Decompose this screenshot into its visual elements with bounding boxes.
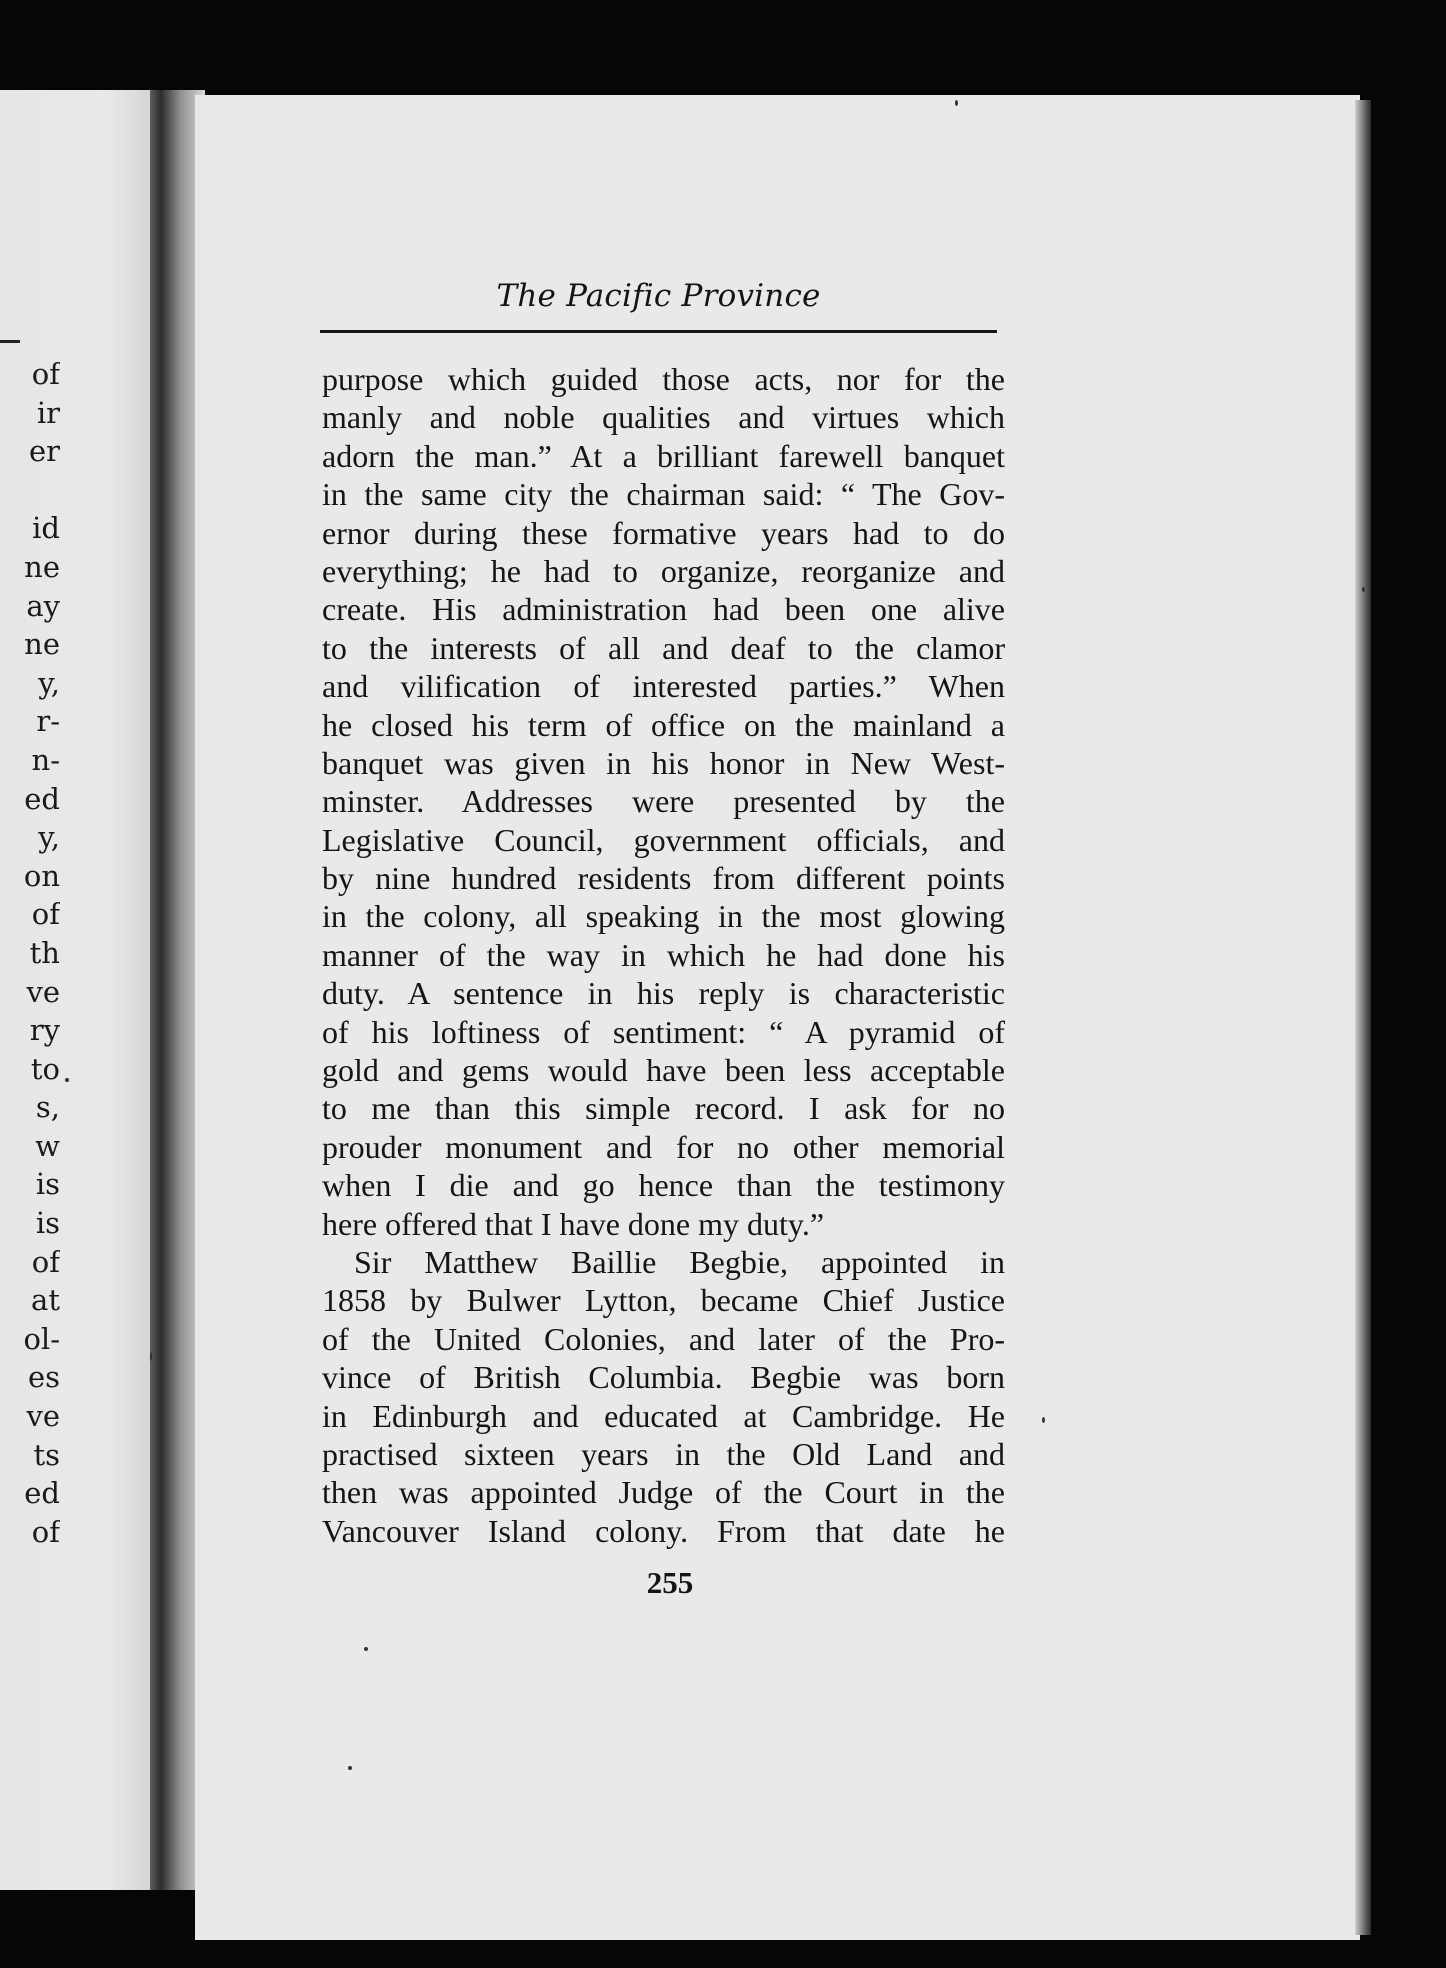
text-line: purpose which guided those acts, nor for the [322, 361, 1005, 397]
fragment: s, [35, 1090, 60, 1125]
scan-speck [955, 100, 958, 106]
text-line: create. His administration had been one alive [322, 591, 1005, 628]
text-line: of the United Colonies, and later of the Pro- [322, 1320, 1005, 1357]
text-line: by nine hundred residents from different points [322, 860, 1005, 897]
fragment: of [31, 1514, 60, 1549]
text-line: in Edinburgh and educated at Cambridge. He [322, 1397, 1005, 1434]
fragment: of [31, 1244, 60, 1279]
fragment: ry [29, 1013, 60, 1048]
fragment: ve [26, 974, 60, 1009]
fragment: er [28, 434, 60, 469]
scan-speck [1042, 1417, 1045, 1423]
fragment: ay [26, 588, 60, 623]
text-line: and vilification of interested parties.” When [322, 668, 1005, 705]
fragment: ol- [23, 1321, 60, 1356]
text-line: in the colony, all speaking in the most glowing [322, 898, 1005, 935]
running-head: The Pacific Province [496, 278, 821, 314]
scan-speck [65, 1078, 69, 1082]
text-line: he closed his term of office on the mainland a [322, 706, 1005, 743]
text-line: prouder monument and for no other memorial [322, 1128, 1005, 1165]
fragment: ed [24, 1476, 60, 1511]
text-line: then was appointed Judge of the Court in the [322, 1474, 1005, 1511]
text-line: ernor during these formative years had to do [322, 514, 1005, 551]
fragment: is [35, 1167, 60, 1202]
running-head-rule [320, 330, 997, 333]
fragment: to [30, 1051, 60, 1086]
fragment: es [27, 1360, 60, 1395]
text-line: gold and gems would have been less acceptable [322, 1052, 1005, 1089]
page-number: 255 [646, 1565, 694, 1600]
scan-speck [348, 1766, 352, 1770]
text-line: manner of the way in which he had done his [322, 936, 1005, 973]
fragment: id [32, 511, 60, 546]
text-line: manly and noble qualities and virtues which [322, 399, 1005, 436]
fragment: n- [31, 742, 60, 777]
text-line: everything; he had to organize, reorganize and [322, 552, 1005, 589]
text-line: practised sixteen years in the Old Land and [322, 1435, 1005, 1472]
text-line: Legislative Council, government officials, and [322, 821, 1005, 858]
text-line: vince of British Columbia. Begbie was born [322, 1359, 1005, 1396]
text-line: here offered that I have done my duty.” [322, 1205, 825, 1242]
fragment [0, 471, 60, 510]
fragment: is [35, 1206, 60, 1241]
text-line: to me than this simple record. I ask for no [322, 1090, 1005, 1127]
fragment: ts [33, 1437, 60, 1472]
text-line: 1858 by Bulwer Lytton, became Chief Justice [322, 1282, 1005, 1319]
fragment: w [35, 1128, 60, 1163]
fragment: ve [26, 1399, 60, 1434]
fragment: y, [38, 665, 60, 700]
text-line: duty. A sentence in his reply is characteristic [322, 975, 1005, 1012]
previous-page-rule [0, 340, 20, 343]
fragment: ne [24, 627, 60, 662]
fragment: of [31, 357, 60, 391]
text-line: banquet was given in his honor in New West- [322, 744, 1005, 781]
fragment: y, [38, 820, 60, 855]
fragment: ir [36, 395, 60, 430]
fragment: r- [36, 704, 60, 739]
fragment: ed [24, 781, 60, 816]
page-right-edge [1355, 100, 1371, 1935]
text-line: Vancouver Island colony. From that date he [322, 1512, 1005, 1549]
previous-page-text-fragments [0, 355, 60, 1551]
fragment: ne [24, 549, 60, 584]
text-line: in the same city the chairman said: “ The Gov- [322, 476, 1005, 513]
text-line: minster. Addresses were presented by the [322, 783, 1005, 820]
text-line: when I die and go hence than the testimony [322, 1167, 1005, 1204]
text-line: to the interests of all and deaf to the clamor [322, 629, 1005, 666]
fragment: on [23, 858, 60, 893]
fragment: th [29, 935, 60, 970]
text-line: of his loftiness of sentiment: “ A pyramid of [322, 1013, 1005, 1050]
scan-speck [364, 1647, 368, 1651]
text-line: Sir Matthew Baillie Begbie, appointed in [354, 1243, 1005, 1280]
scan-speck [1362, 587, 1365, 592]
page-body [322, 360, 1005, 1550]
fragment: of [31, 897, 60, 932]
fragment: at [31, 1283, 60, 1318]
text-line: adorn the man.” At a brilliant farewell banquet [322, 437, 1005, 474]
scan-speck [150, 1352, 152, 1361]
